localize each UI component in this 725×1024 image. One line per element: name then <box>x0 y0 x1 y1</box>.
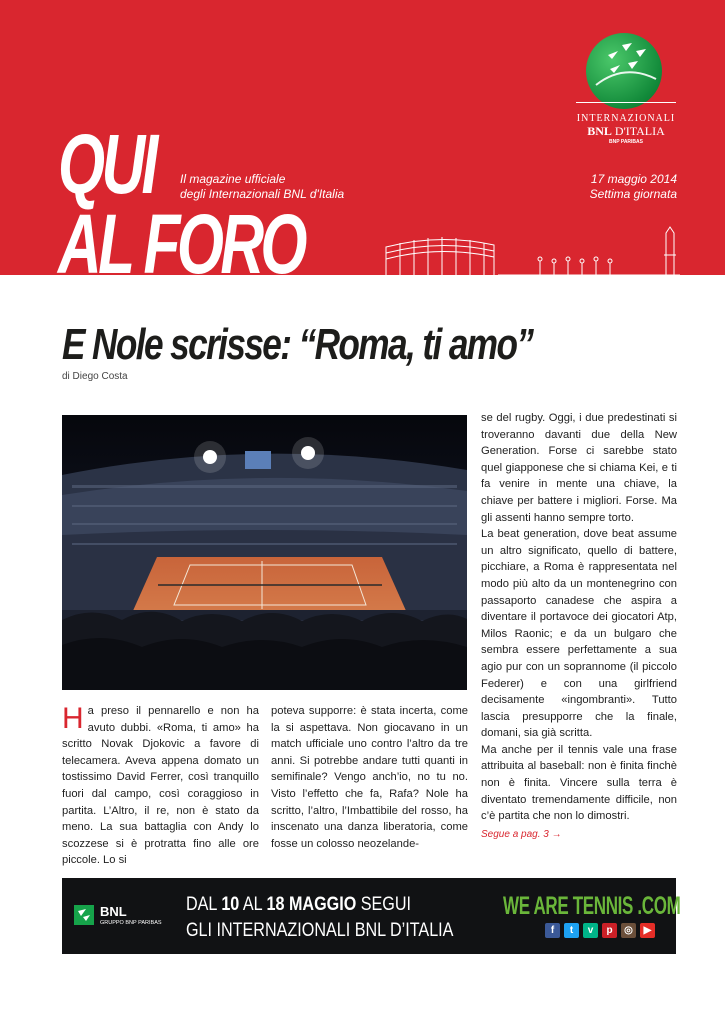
logo-divider <box>576 102 676 103</box>
stadium-photo <box>62 415 467 690</box>
masthead-line1: QUI <box>58 117 155 211</box>
promo-line-1 <box>186 894 411 916</box>
bnl-name: BNL <box>100 904 127 919</box>
bnl-sub: GRUPPO BNP PARIBAS <box>100 920 162 926</box>
youtube-icon[interactable]: ▶ <box>640 923 655 938</box>
promo-banner[interactable] <box>62 878 681 954</box>
tagline-line2: degli Internazionali BNL d'Italia <box>180 187 345 201</box>
foro-italico-skyline-icon <box>380 225 680 275</box>
masthead-header <box>0 0 725 275</box>
tagline <box>180 172 344 202</box>
promo-line-2: GLI INTERNAZIONALI BNL D’ITALIA <box>186 920 454 941</box>
twitter-icon[interactable]: t <box>564 923 579 938</box>
column-2-text: poteva supporre: è stata incerta, come la si aspettava. Non giocavano in un match ufficiale uno contro l’altro da tre anni. Si potrebbe andare tutti quanti in semifinale? Vengo anch’io, no tu no. Visto l’effetto che fa, Rafa? Nole ha scritto, l’altro, l’Imbattibile del rosso, ha inscenato una danza liberatoria, come fosse un colosso neozelande- <box>271 705 468 850</box>
date-text: 17 maggio 2014 <box>590 172 677 186</box>
logo-bnl-bold: BNL <box>587 124 612 138</box>
byline: di Diego Costa <box>62 371 128 382</box>
logo-text-internazionali: INTERNAZIONALI <box>576 113 676 124</box>
tennis-ball-logo-icon <box>586 33 662 109</box>
article-column-1 <box>62 703 259 869</box>
instagram-icon[interactable]: ◎ <box>621 923 636 938</box>
facebook-icon[interactable]: f <box>545 923 560 938</box>
issue-date <box>590 172 677 202</box>
promo-d1: 10 <box>221 894 240 915</box>
continue-link[interactable]: Segue a pag. 3 → <box>481 828 562 840</box>
social-icons <box>545 923 655 938</box>
logo-text-bnl <box>576 124 676 139</box>
masthead-line2: AL FORO <box>58 197 304 275</box>
day-text: Settima giornata <box>589 187 677 201</box>
dropcap: H <box>62 702 84 735</box>
tagline-line1: Il magazine ufficiale <box>180 172 286 186</box>
vine-icon[interactable]: v <box>583 923 598 938</box>
promo-d2: 18 MAGGIO <box>266 894 357 915</box>
bnl-star-icon <box>74 905 94 925</box>
pinterest-icon[interactable]: p <box>602 923 617 938</box>
logo-text-bnp: BNP PARIBAS <box>609 139 643 145</box>
column-3-paragraph-3: Ma anche per il tennis vale una frase attribuita al baseball: non è finita finchè non è finita. Vincere sulla terra è diventato tremendamente difficile, non c’è partita che non lo dimostri. <box>481 743 677 823</box>
logo-ditalia: D'ITALIA <box>611 124 665 138</box>
article-column-3 <box>481 410 677 843</box>
column-3-paragraph-2: La beat generation, dove beat assume un altro significato, quello di battere, picchiare, a Roma è rappresentata nel modo più alto da un montenegrino con passaporto canadese che aspira a diventare il portavoce dei giocatori Atp, Milos Raonic; e da un bulgaro che sembra essere perfettamente a sua agio pur con un soprannome (il piccolo Federer) e con una girlfriend decisamente «ingombranti». Tutto lascia presupporre che la finale, domani, sia già scritta. <box>481 528 677 740</box>
promo-pre: DAL <box>186 894 222 915</box>
column-3-paragraph-1: se del rugby. Oggi, i due predestinati si troveranno davanti due della New Generation. Forse ci sarebbe stato quel giapponese che si chiama Kei, e ti fa venire in mente una chiave, la chiave per battere i migliori. Forse. Ma gli assenti hanno sempre torto. <box>481 412 677 524</box>
site-url[interactable]: WE ARE TENNIS .COM <box>503 892 681 920</box>
promo-mid: AL <box>239 894 267 915</box>
article-column-2 <box>271 703 468 852</box>
article-title: E Nole scrisse: “Roma, ti amo” <box>62 320 533 369</box>
column-1-text: a preso il pennarello e non ha avuto dubbi. «Roma, ti amo» ha scritto Novak Djokovic a favore di telecamera. Aveva appena domato un tostissimo David Ferrer, così tranquillo fuori dal campo, così coraggioso in partita. L’Altro, il re, non è stato da meno. La sua battaglia con Andy lo scozzese si è protratta fino alle ore piccole. Lo si <box>62 705 259 867</box>
promo-post: SEGUI <box>356 894 412 915</box>
